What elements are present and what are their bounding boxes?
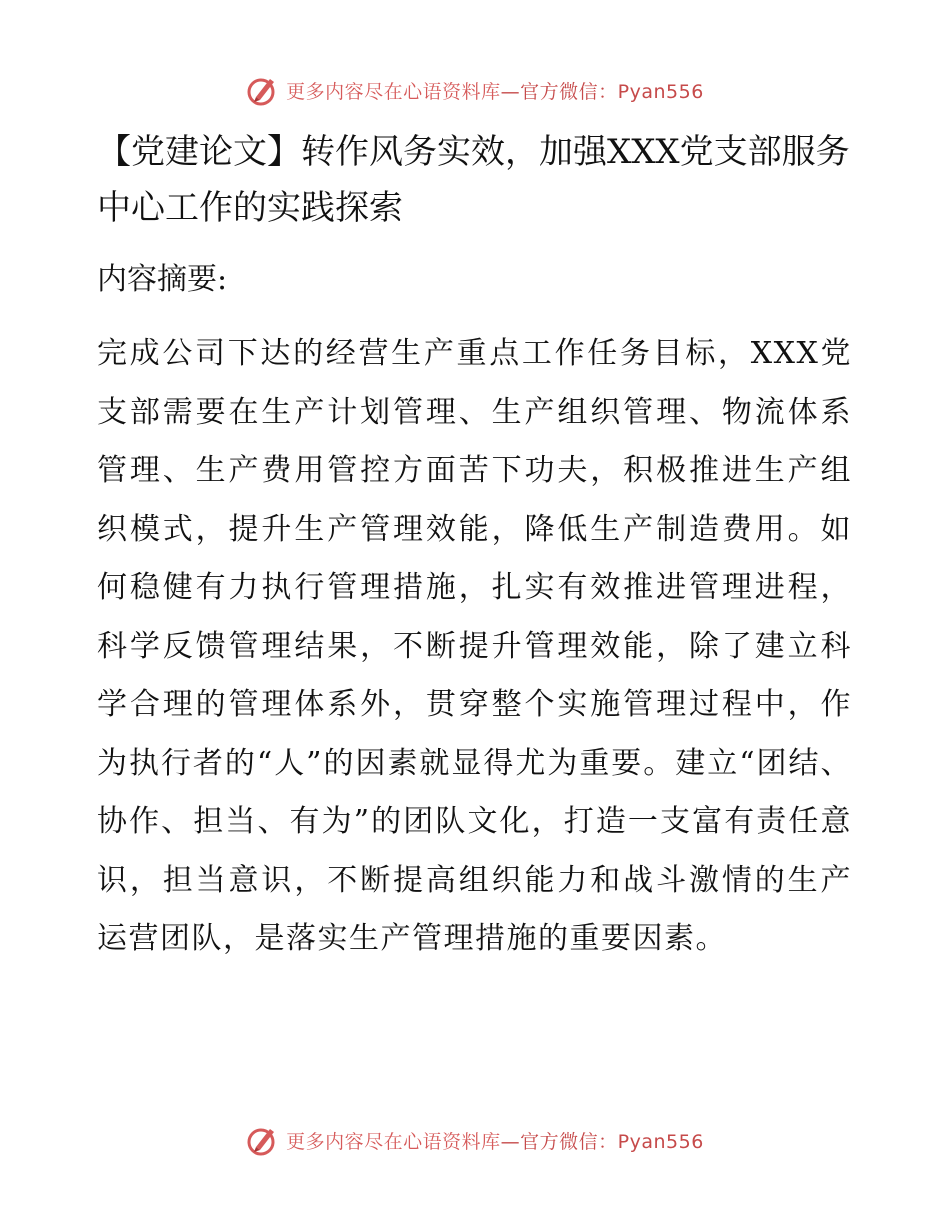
footer-banner bbox=[0, 1120, 950, 1160]
header-banner bbox=[0, 70, 950, 110]
abstract-heading: 内容摘要: bbox=[97, 262, 228, 297]
pen-logo-icon bbox=[246, 73, 280, 107]
banner-contact: —官方微信：Pyan556 bbox=[500, 1130, 704, 1153]
banner-contact: —官方微信：Pyan556 bbox=[500, 80, 704, 103]
banner-text: 更多内容尽在心语资料库 bbox=[286, 80, 501, 103]
pen-logo-icon bbox=[246, 1123, 280, 1157]
abstract-body: 完成公司下达的经营生产重点工作任务目标，XXX党支部需要在生产计划管理、生产组织管理、物流体系管理、生产费用管控方面苦下功夫，积极推进生产组织模式，提升生产管理效能，降低生产制造费用。如何稳健有力执行管理措施，扎实有效推进管理进程，科学反馈管理结果，不断提升管理效能，除了建立科学合理的管理体系外，贯穿整个实施管理过程中，作为执行者的“人”的因素就显得尤为重要。建立“团结、协作、担当、有为”的团队文化，打造一支富有责任意识，担当意识，不断提高组织能力和战斗激情的生产运营团队，是落实生产管理措施的重要因素。 bbox=[97, 336, 852, 956]
banner-text: 更多内容尽在心语资料库 bbox=[286, 1130, 501, 1153]
document-title: 【党建论文】转作风务实效，加强XXX党支部服务中心工作的实践探索 bbox=[97, 132, 850, 228]
